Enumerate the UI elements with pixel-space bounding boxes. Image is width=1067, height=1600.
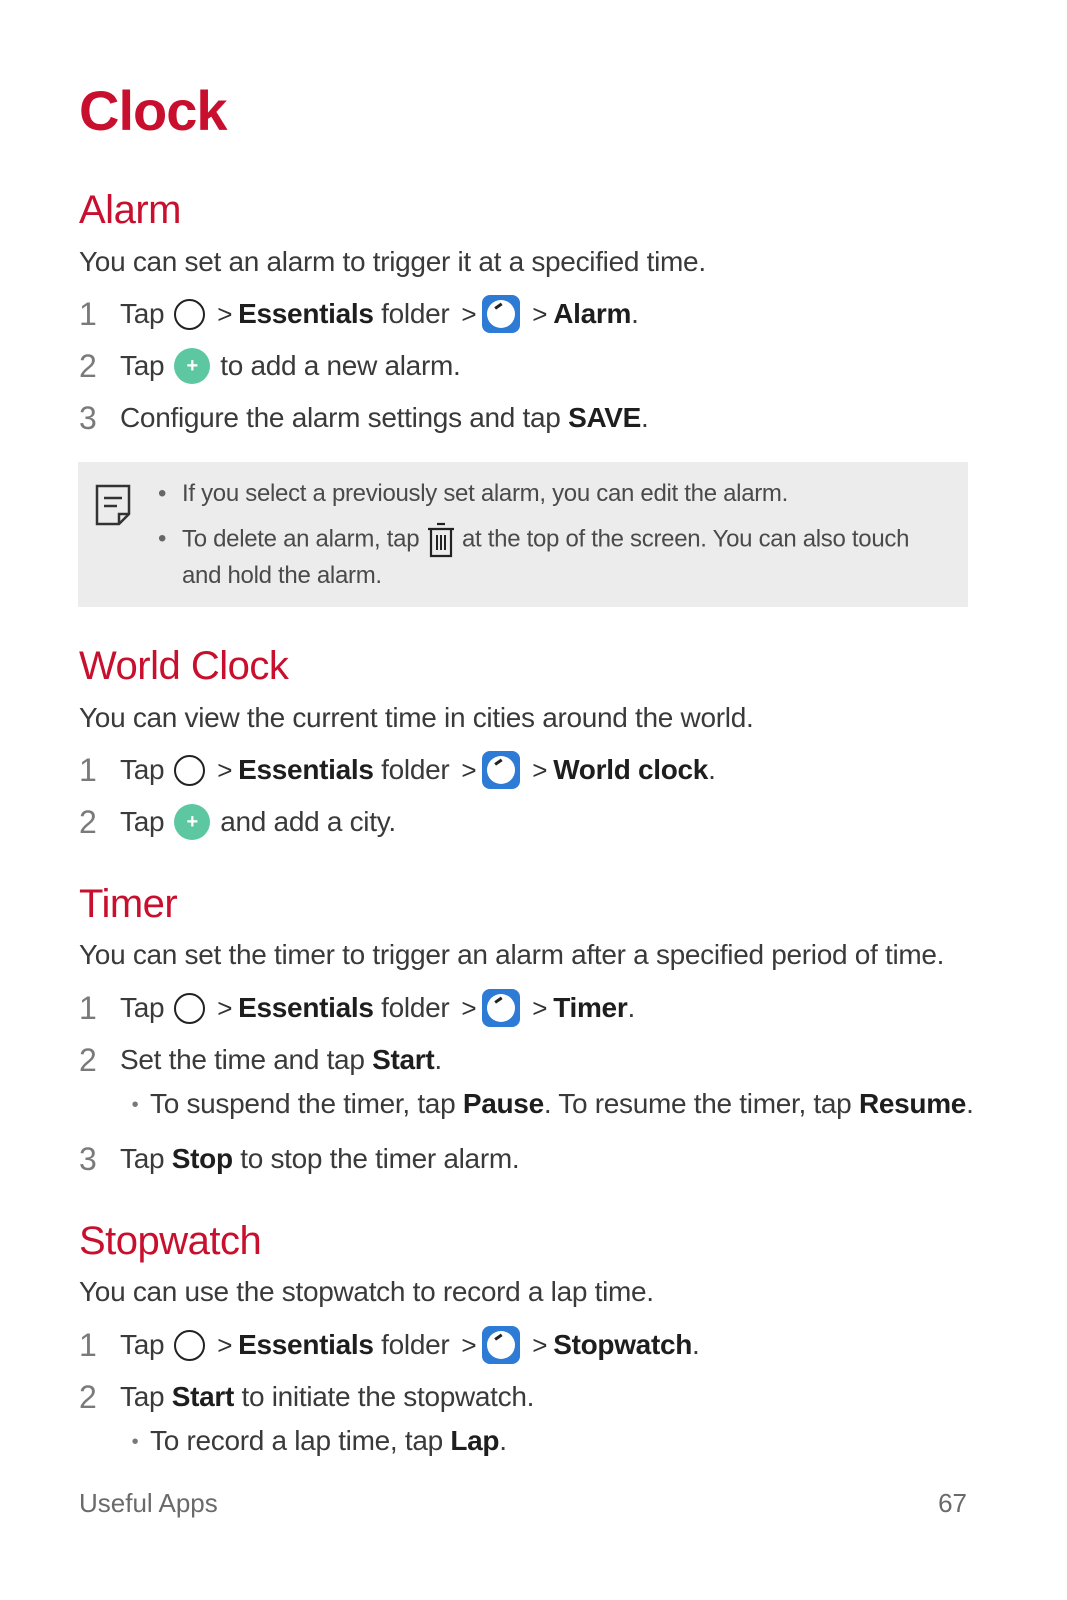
step-number: 2 — [79, 347, 97, 384]
home-circle-icon — [174, 755, 205, 786]
chevron-right-icon: > — [217, 754, 233, 785]
step-number: 2 — [79, 1378, 97, 1415]
step-text: to initiate the stopwatch. — [234, 1381, 535, 1412]
home-circle-icon — [174, 993, 205, 1024]
clock-app-icon — [482, 295, 520, 333]
note-continuation: and hold the alarm. — [182, 562, 382, 589]
alarm-step-1 — [79, 294, 639, 334]
bullet-dot: • — [131, 1431, 139, 1454]
note-text: at the top of the screen. You can also touch — [462, 525, 910, 553]
chevron-right-icon: > — [461, 754, 477, 785]
folder-word: folder — [381, 992, 450, 1023]
alarm-step-3 — [79, 398, 649, 438]
timer-step-2 — [79, 1040, 442, 1080]
world-clock-target-label: World clock — [553, 754, 709, 785]
step-number: 2 — [79, 803, 97, 840]
alarm-intro: You can set an alarm to trigger it at a specified time. — [79, 246, 706, 277]
timer-sub-bullet — [120, 1088, 974, 1120]
step-text: to add a new alarm. — [220, 350, 461, 381]
folder-word: folder — [381, 1329, 450, 1360]
note-box — [78, 462, 968, 607]
stopwatch-heading: Stopwatch — [79, 1219, 262, 1263]
note-bullet-2 — [158, 521, 909, 559]
folder-word: folder — [381, 754, 450, 785]
lap-label: Lap — [450, 1425, 500, 1456]
stopwatch-intro: You can use the stopwatch to record a lap time. — [79, 1276, 654, 1307]
step-tap-word: Tap — [120, 806, 165, 837]
step-text: and add a city. — [220, 806, 396, 837]
world-clock-heading: World Clock — [79, 644, 289, 688]
step-number: 2 — [79, 1041, 97, 1078]
step-number: 1 — [79, 295, 97, 332]
resume-label: Resume — [858, 1088, 967, 1119]
stopwatch-step-2 — [79, 1377, 534, 1417]
page-number: 67 — [938, 1488, 967, 1518]
chevron-right-icon: > — [532, 298, 548, 329]
essentials-label: Essentials — [238, 754, 374, 785]
clock-app-icon — [482, 751, 520, 789]
step-text: Tap — [120, 1381, 165, 1412]
step-period: . — [631, 298, 639, 329]
step-period: . — [641, 402, 649, 433]
pause-label: Pause — [462, 1088, 544, 1119]
home-circle-icon — [174, 299, 205, 330]
world-clock-intro: You can view the current time in cities around the world. — [79, 702, 754, 733]
alarm-step-2 — [79, 346, 460, 386]
step-period: . — [708, 754, 716, 785]
home-circle-icon — [174, 1330, 205, 1361]
note-text: If you select a previously set alarm, you can edit the alarm. — [182, 480, 788, 507]
step-period: . — [692, 1329, 700, 1360]
clock-app-icon — [482, 989, 520, 1027]
chevron-right-icon: > — [532, 1329, 548, 1360]
plus-icon: + — [174, 348, 210, 384]
bullet-dot: • — [158, 525, 167, 553]
chevron-right-icon: > — [461, 298, 477, 329]
step-tap-word: Tap — [120, 350, 165, 381]
step-tap-word: Tap — [120, 298, 165, 329]
plus-icon: + — [174, 804, 210, 840]
start-label: Start — [171, 1381, 235, 1412]
step-number: 1 — [79, 751, 97, 788]
essentials-label: Essentials — [238, 298, 374, 329]
step-tap-word: Tap — [120, 1329, 165, 1360]
chevron-right-icon: > — [461, 992, 477, 1023]
step-period: . — [627, 992, 635, 1023]
essentials-label: Essentials — [238, 992, 374, 1023]
alarm-heading: Alarm — [79, 188, 181, 232]
chevron-right-icon: > — [532, 754, 548, 785]
stopwatch-step-1 — [79, 1325, 700, 1365]
bullet-text: To record a lap time, tap — [150, 1425, 451, 1456]
note-text: To delete an alarm, tap — [182, 525, 420, 553]
note-icon — [95, 484, 131, 526]
trash-icon — [426, 521, 456, 559]
step-tap-word: Tap — [120, 992, 165, 1023]
chevron-right-icon: > — [217, 992, 233, 1023]
bullet-period: . — [966, 1088, 974, 1119]
chevron-right-icon: > — [461, 1329, 477, 1360]
alarm-target-label: Alarm — [553, 298, 632, 329]
step-number: 1 — [79, 1326, 97, 1363]
chevron-right-icon: > — [217, 298, 233, 329]
bullet-text: To suspend the timer, tap — [150, 1088, 463, 1119]
timer-intro: You can set the timer to trigger an alarm after a specified period of time. — [79, 939, 945, 970]
step-number: 3 — [79, 1140, 97, 1177]
timer-step-3 — [79, 1139, 519, 1179]
timer-heading: Timer — [79, 882, 178, 926]
bullet-text: . To resume the timer, tap — [543, 1088, 859, 1119]
essentials-label: Essentials — [238, 1329, 374, 1360]
save-label: SAVE — [568, 402, 642, 433]
bullet-dot: • — [131, 1094, 139, 1117]
timer-target-label: Timer — [553, 992, 628, 1023]
start-label: Start — [372, 1044, 435, 1075]
page-title: Clock — [79, 79, 227, 142]
stop-label: Stop — [171, 1143, 233, 1174]
step-text: Set the time and tap — [120, 1044, 365, 1075]
step-tap-word: Tap — [120, 754, 165, 785]
stopwatch-target-label: Stopwatch — [553, 1329, 693, 1360]
clock-app-icon — [482, 1326, 520, 1364]
step-text: Tap — [120, 1143, 165, 1174]
world-clock-step-2 — [79, 802, 396, 842]
footer-section-name: Useful Apps — [79, 1488, 218, 1518]
step-text: Configure the alarm settings and tap — [120, 402, 561, 433]
step-text: to stop the timer alarm. — [232, 1143, 520, 1174]
bullet-period: . — [499, 1425, 507, 1456]
stopwatch-sub-bullet — [120, 1425, 507, 1457]
step-number: 3 — [79, 399, 97, 436]
note-bullet-1 — [158, 480, 788, 508]
timer-step-1 — [79, 988, 635, 1028]
step-number: 1 — [79, 989, 97, 1026]
step-period: . — [434, 1044, 442, 1075]
bullet-dot: • — [158, 480, 167, 507]
folder-word: folder — [381, 298, 450, 329]
world-clock-step-1 — [79, 750, 716, 790]
chevron-right-icon: > — [217, 1329, 233, 1360]
chevron-right-icon: > — [532, 992, 548, 1023]
